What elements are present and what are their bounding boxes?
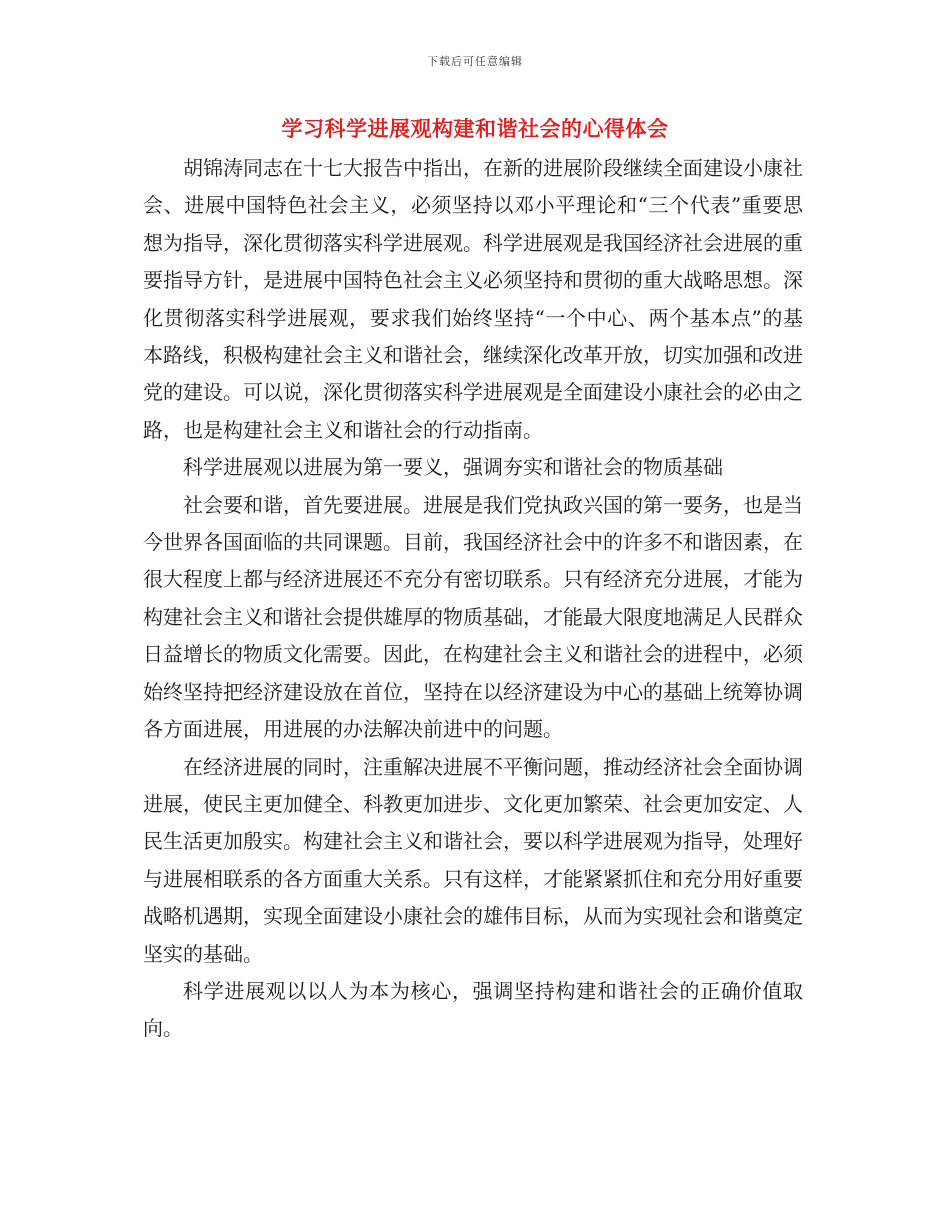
- document-title: 学习科学进展观构建和谐社会的心得体会: [281, 117, 669, 141]
- paragraph-coordination: 在经济进展的同时，注重解决进展不平衡问题，推动经济社会全面协调进展，使民主更加健全、科教更加进步、文化更加繁荣、社会更加安定、人民生活更加殷实。构建社会主义和谐社会，要以科学进展观为指导，处理好与进展相联系的各方面重大关系。只有这样，才能紧紧抓住和充分用好重要战略机遇期，实现全面建设小康社会的雄伟目标，从而为实现社会和谐奠定坚实的基础。: [143, 754, 803, 966]
- document-body: [143, 150, 803, 1048]
- header-note: 下载后可任意编辑: [427, 55, 523, 68]
- paragraph-section-heading-development: 科学进展观以进展为第一要义，强调夯实和谐社会的物质基础: [183, 455, 723, 480]
- paragraph-intro: 胡锦涛同志在十七大报告中指出，在新的进展阶段继续全面建设小康社会、进展中国特色社会主义，必须坚持以邓小平理论和“三个代表”重要思想为指导，深化贯彻落实科学进展观。科学进展观是我国经济社会进展的重要指导方针，是进展中国特色社会主义必须坚持和贯彻的重大战略思想。深化贯彻落实科学进展观，要求我们始终坚持“一个中心、两个基本点”的基本路线，积极构建社会主义和谐社会，继续深化改革开放，切实加强和改进党的建设。可以说，深化贯彻落实科学进展观是全面建设小康社会的必由之路，也是构建社会主义和谐社会的行动指南。: [143, 156, 803, 442]
- paragraph-section-heading-people: 科学进展观以以人为本为核心，强调坚持构建和谐社会的正确价值取向。: [143, 978, 803, 1041]
- paragraph-development: 社会要和谐，首先要进展。进展是我们党执政兴国的第一要务，也是当今世界各国面临的共同课题。目前，我国经济社会中的许多不和谐因素，在很大程度上都与经济进展还不充分有密切联系。只有经济充分进展，才能为构建社会主义和谐社会提供雄厚的物质基础，才能最大限度地满足人民群众日益增长的物质文化需要。因此，在构建社会主义和谐社会的进程中，必须始终坚持把经济建设放在首位，坚持在以经济建设为中心的基础上统筹协调各方面进展，用进展的办法解决前进中的问题。: [143, 492, 803, 742]
